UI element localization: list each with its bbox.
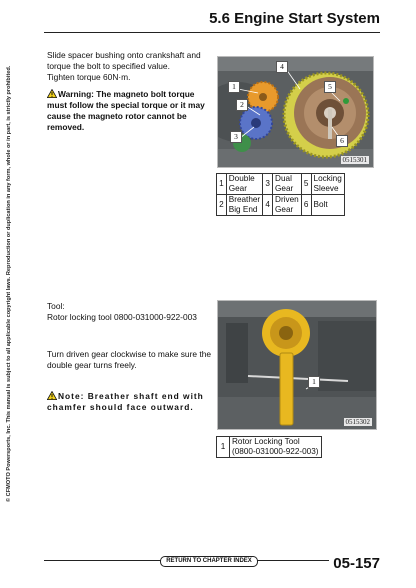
callout-5: 5 bbox=[324, 81, 336, 93]
magneto-warning bbox=[47, 89, 211, 133]
parts-table-tool bbox=[216, 436, 322, 458]
item-name: Bolt bbox=[311, 195, 344, 216]
tool-name: Rotor locking tool 0800-031000-922-003 bbox=[47, 312, 197, 322]
item-name: Breather Big End bbox=[226, 195, 263, 216]
header-divider bbox=[44, 32, 380, 33]
table-row bbox=[217, 437, 322, 458]
gear-assembly-photo bbox=[217, 56, 374, 168]
step1-torque: Tighten torque 60N·m. bbox=[47, 72, 131, 82]
figure-id: 0515301 bbox=[342, 156, 367, 164]
copyright-notice: © CFMOTO Powersports, Inc. This manual is subject to all applicable copyright laws. Reproduction or duplication in any form, whole or in part, is strictly prohibited. bbox=[6, 65, 12, 502]
page-title: 5.6 Engine Start System bbox=[209, 10, 380, 27]
item-name: Driven Gear bbox=[273, 195, 302, 216]
turn-gear-instruction: Turn driven gear clockwise to make sure the double gear turns freely. bbox=[47, 349, 212, 370]
callout-4: 4 bbox=[276, 61, 288, 73]
item-name bbox=[230, 437, 322, 458]
step1-line1: Slide spacer bushing onto crankshaft and bbox=[47, 50, 201, 60]
callout-1: 1 bbox=[228, 81, 240, 93]
caution-icon bbox=[47, 391, 57, 400]
item-number: 1 bbox=[217, 174, 227, 195]
callout-2: 2 bbox=[236, 99, 248, 111]
item-number: 3 bbox=[263, 174, 273, 195]
callout-6: 6 bbox=[336, 135, 348, 147]
item-number: 2 bbox=[217, 195, 227, 216]
return-to-chapter-index-button[interactable]: RETURN TO CHAPTER INDEX bbox=[160, 556, 258, 567]
table-row bbox=[217, 195, 345, 216]
magneto-warning-text: Warning: The magneto bolt torque must follow the special torque or it may cause the magneto rotor cannot be removed. bbox=[47, 89, 205, 132]
item-number: 6 bbox=[301, 195, 311, 216]
page-number: 05-157 bbox=[329, 555, 380, 572]
callout-3: 3 bbox=[230, 131, 242, 143]
item-number: 4 bbox=[263, 195, 273, 216]
breather-note bbox=[47, 391, 211, 413]
item-name: Locking Sleeve bbox=[311, 174, 344, 195]
parts-table-gears bbox=[216, 173, 345, 216]
tool-part-number: (0800-031000-922-003) bbox=[232, 447, 319, 456]
tool-name-cell: Rotor Locking Tool bbox=[232, 437, 300, 446]
item-number: 5 bbox=[301, 174, 311, 195]
item-number: 1 bbox=[217, 437, 230, 458]
tool-label: Tool: bbox=[47, 301, 65, 311]
item-name: Dual Gear bbox=[273, 174, 302, 195]
rotor-locking-tool-photo bbox=[217, 300, 377, 430]
step1-line2: torque the bolt to specified value. bbox=[47, 61, 170, 71]
figure-id: 0515302 bbox=[345, 418, 370, 426]
rotor-tool-illustration bbox=[218, 301, 376, 429]
item-name: Double Gear bbox=[226, 174, 263, 195]
callout-tool-1: 1 bbox=[308, 376, 320, 388]
warning-icon bbox=[47, 89, 57, 98]
table-row bbox=[217, 174, 345, 195]
breather-note-text: Note: Breather shaft end with chamfer should face outward. bbox=[47, 391, 204, 412]
gear-assembly-illustration bbox=[218, 57, 373, 167]
